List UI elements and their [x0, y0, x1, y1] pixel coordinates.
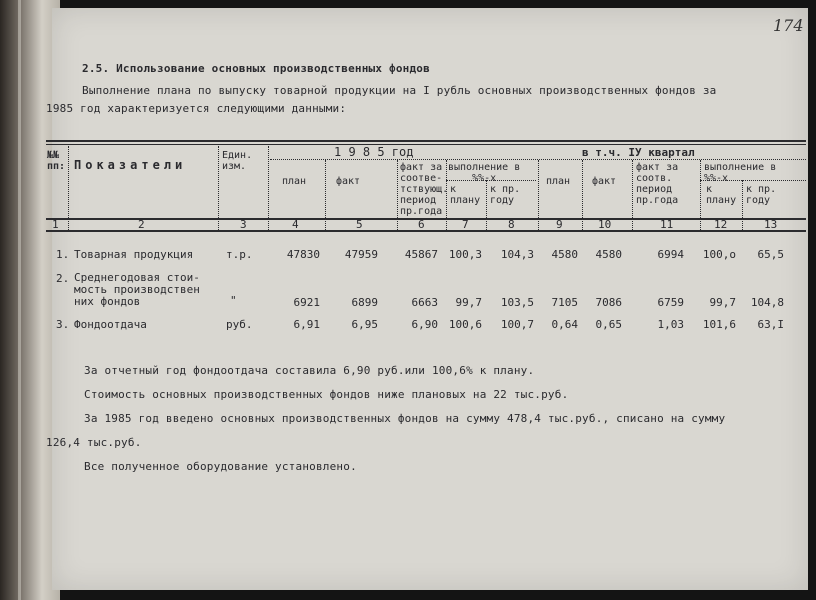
row-q-plan: 7105 [551, 296, 578, 309]
col-number: 9 [556, 218, 563, 231]
row-pct-plan: 99,7 [455, 296, 482, 309]
section-title: 2.5. Использование основных производственных фондов [82, 62, 430, 75]
col-sep [486, 180, 487, 230]
row-prev: 6663 [411, 296, 438, 309]
row-pct-year: 104,3 [500, 248, 534, 261]
col-number: 7 [462, 218, 469, 231]
row-q-pct-plan: 100,о [702, 248, 736, 261]
row-fact: 6899 [351, 296, 378, 309]
row-pct-year: 100,7 [500, 318, 534, 331]
col-sep [538, 160, 539, 230]
header-exec-pct: выполнение в %%-х [448, 162, 521, 184]
row-plan: 47830 [286, 248, 320, 261]
row-q-fact: 7086 [595, 296, 622, 309]
row-plan: 6,91 [293, 318, 320, 331]
col-number: 11 [660, 218, 674, 231]
header-quarter: в т.ч. IУ квартал [582, 146, 695, 159]
col-number: 1 [52, 218, 59, 231]
table-top-rule-2 [46, 144, 806, 145]
col-number: 12 [714, 218, 728, 231]
book-binding [0, 0, 60, 600]
row-q-pct-plan: 99,7 [709, 296, 736, 309]
row-name: Товарная продукция [74, 248, 194, 261]
header-q-plan: план [546, 176, 571, 187]
header-to-plan: к плану [450, 184, 481, 206]
col-number: 13 [764, 218, 778, 231]
row-name: Фондоотдача [74, 318, 147, 331]
col-number: 4 [292, 218, 299, 231]
row-pct-plan: 100,6 [448, 318, 482, 331]
col-number: 3 [240, 218, 247, 231]
col-sep [582, 160, 583, 230]
row-no: 1. [56, 248, 70, 261]
column-numbers-rule [46, 230, 806, 232]
header-no: №№ пп: [47, 150, 66, 172]
col-sep [218, 146, 219, 230]
col-sep [742, 180, 743, 230]
col-sep [268, 146, 269, 230]
paragraph-3-line-2: 126,4 тыс.руб. [46, 436, 142, 449]
page-number: 174 [773, 16, 804, 35]
row-q-prev: 6759 [657, 296, 684, 309]
paragraph-1: За отчетный год фондоотдача составила 6,90 руб.или 100,6% к плану. [84, 364, 535, 377]
row-q-pct-year: 63,I [757, 318, 784, 331]
intro-line-2: 1985 год характеризуется следующими данными: [46, 102, 347, 115]
col-sep [397, 160, 398, 230]
header-fact-prev: факт за соотве- тствующ. период пр.года [400, 162, 449, 217]
paragraph-3-line-1: За 1985 год введено основных производственных фондов на сумму 478,4 тыс.руб., списано на сумму [84, 412, 726, 425]
row-pct-year: 103,5 [500, 296, 534, 309]
row-prev: 45867 [404, 248, 438, 261]
col-number: 6 [418, 218, 425, 231]
col-number: 2 [138, 218, 145, 231]
header-to-year: к пр. году [490, 184, 521, 206]
header-indicators: Показатели [74, 158, 187, 172]
header-q-fact: факт [592, 176, 617, 187]
col-number: 8 [508, 218, 515, 231]
row-q-pct-year: 104,8 [750, 296, 784, 309]
header-plan: план [282, 176, 307, 187]
row-q-prev: 1,03 [657, 318, 684, 331]
row-q-plan: 4580 [551, 248, 578, 261]
header-q-fact-prev: факт за соотв. период пр.года [636, 162, 679, 206]
row-q-pct-year: 65,5 [757, 248, 784, 261]
paragraph-2: Стоимость основных производственных фондов ниже плановых на 22 тыс.руб. [84, 388, 569, 401]
col-sep [325, 160, 326, 230]
row-prev: 6,90 [411, 318, 438, 331]
row-unit: т.р. [226, 248, 253, 261]
header-year: 1 9 8 5 год [334, 145, 414, 159]
row-no: 3. [56, 318, 70, 331]
row-fact: 47959 [344, 248, 378, 261]
paragraph-4: Все полученное оборудование установлено. [84, 460, 357, 473]
row-plan: 6921 [293, 296, 320, 309]
header-fact: факт [336, 176, 361, 187]
row-name: Среднегодовая стои- мость производствен них фондов [74, 271, 200, 308]
row-q-plan: 0,64 [551, 318, 578, 331]
row-q-pct-plan: 101,6 [702, 318, 736, 331]
intro-line-1: Выполнение плана по выпуску товарной продукции на I рубль основных производственных фондов за [82, 84, 717, 97]
row-unit: " [230, 294, 237, 307]
header-bottom-rule [46, 218, 806, 220]
row-fact: 6,95 [351, 318, 378, 331]
row-q-fact: 4580 [595, 248, 622, 261]
row-pct-plan: 100,3 [448, 248, 482, 261]
header-q-to-year: к пр. году [746, 184, 777, 206]
col-number: 10 [598, 218, 612, 231]
col-sep [632, 160, 633, 230]
col-sep [700, 160, 701, 230]
table-top-rule [46, 140, 806, 142]
row-unit: руб. [226, 318, 253, 331]
col-number: 5 [356, 218, 363, 231]
col-sep [68, 146, 69, 230]
header-unit: Един. изм. [222, 150, 253, 172]
header-q-exec-pct: выполнение в %%-х [704, 162, 777, 184]
row-q-prev: 6994 [657, 248, 684, 261]
row-q-fact: 0,65 [595, 318, 622, 331]
row-no: 2. [56, 272, 70, 285]
header-q-to-plan: к плану [706, 184, 737, 206]
